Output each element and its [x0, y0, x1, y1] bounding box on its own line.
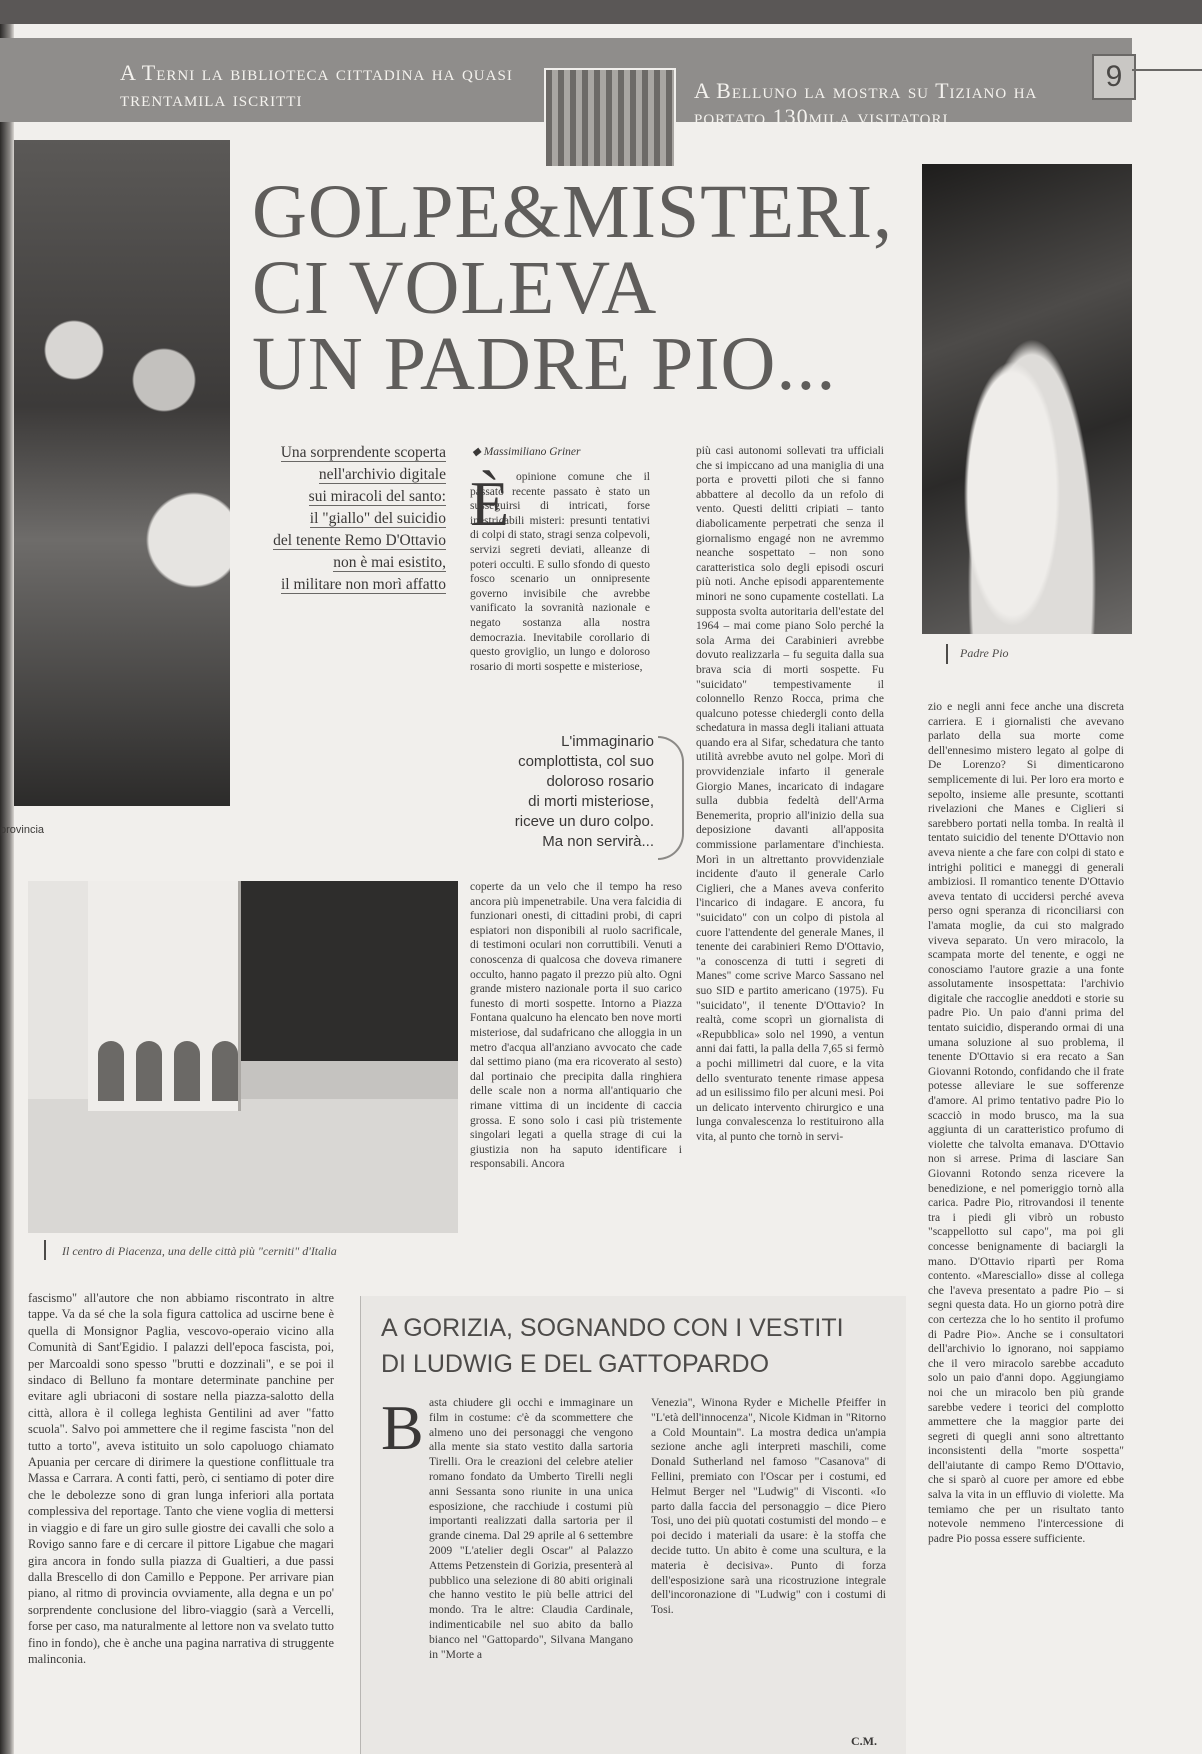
headline-line-3: UN PADRE PIO... — [252, 322, 837, 406]
pull-quote-line: L'immaginario — [561, 733, 654, 750]
teaser-left: A Terni la biblioteca cittadina ha quasi trentamila iscritti — [120, 60, 513, 111]
subhead-line: Una sorprendente scoperta — [280, 444, 446, 461]
subhead-line: nell'archivio digitale — [318, 466, 446, 483]
magazine-page — [0, 24, 1202, 1754]
subhead-line: il "giallo" del suicidio — [309, 510, 446, 527]
page-binding — [0, 24, 14, 1754]
photo-arch — [174, 1041, 200, 1101]
drop-cap: È — [470, 468, 510, 539]
teaser-right: A Belluno la mostra su Tiziano ha portato 130mila visitatori — [694, 78, 1038, 129]
gorizia-column-b: Venezia", Winona Ryder e Michelle Pfeiffer in "L'età dell'innocenza", Nicole Kidman in "Ritorno a Cold Mountain". La mostra dedica un'ampia sezione anche agli interpreti maschili, come Donald Sutherland nel famoso "Casanova" di Fellini, premiato con l'Oscar per i costumi, ed Helmut Berger nel "Ludwig" di Visconti. «Io parto dalla faccia del personaggio – dice Piero Tosi, uno dei più quotati costumisti del mondo – e poi decido i materiali da usare: è la stoffa che decide tutto. Un abito è come una scultura, e la materia è decisiva». Punto di forza dell'esposizione sarà una ricostruzione integrale dell'incoronazione di "Ludwig" con i costumi di Tosi. — [651, 1396, 886, 1617]
pull-quote-line: doloroso rosario — [546, 773, 654, 790]
headline-line-1: GOLPE&MISTERI, — [252, 170, 893, 254]
padre-pio-photo — [922, 164, 1132, 634]
photo-arch — [98, 1041, 124, 1101]
article-column-3: coperte da un velo che il tempo ha reso ancora più impenetrabile. Una vera falcidia di funzionari onesti, di cittadini probi, di capri espiatori non disponibili al ruolo sacrificale, di testimoni oculari non corruttibili. Venuti a conoscenza di qualcosa che doveva rimanere occulto, hanno pagato il prezzo più alto. Ogni grande mistero nazionale porta il suo carico funesto di morti sospette. Intorno a Piazza Fontana qualcuno ha elencato ben nove morti misteriose, dal sudafricano che alloggia in un metro d'acqua all'anziano avvocato che cade dal settimo piano (ma era ricoverato al sesto) dal portinaio che precipita dalla ringhiera delle scale non a norma all'antiquario che rimane vittima di un incidente di caccia grossa. E sono solo i casi più tristemente singolari legati a quella strage di cui la giustizia non ha saputo identificare i responsabili. Ancora — [470, 881, 682, 1171]
pull-quote — [466, 732, 654, 852]
gorizia-box — [360, 1296, 906, 1754]
byline: ◆ Massimiliano Griner — [472, 446, 581, 458]
caption-rule — [946, 644, 948, 664]
gorizia-title-line-1: A GORIZIA, SOGNANDO CON I VESTITI — [381, 1314, 844, 1342]
caption-rule — [44, 1240, 46, 1260]
headline-line-2: CI VOLEVA — [252, 246, 658, 330]
page-number: 9 — [1092, 54, 1136, 100]
review-column: fascismo" all'autore che non abbiamo riscontrato in altre tappe. Va da sé che la sola figura cattolica ad uscirne bene è quella di Monsignor Paglia, vescovo-operaio vicino alla Comunità di Sant'Egidio. I palazzi dell'epoca fascista, poi, per Marcoaldi sono spesso "brutti e dozzinali", e se poi il sindaco di Belluno fa montare determinate panchine per evitare agli ubriaconi di sostare nella piazza-salotto della città, allora è il collega leghista Gentilini ad aver "fatto scuola". Salvo poi ammettere che il regime fascista "non del tutto a torto", aveva istituito un solo capoluogo chiamato Apuania per cercare di dirimere la questione conflittuale tra Massa e Carrara. A conti fatti, però, ci sentiamo di poter dire che le debolezze sono di gran lunga inferiori alla portata complessiva del reportage. Tanto che viene voglia di mettersi in viaggio e di fare un giro sulle giostre dei cavalli che solo a Rovigo sanno fare e di cercare il pittore Ligabue che magari gira ancora in fondo sulla piazza di Gualtieri, a due passi dalla Brescello di don Camillo e Peppone. Per arrivare pian piano, al ritmo di provincia ovviamente, alla degna e un po' sorprendente conclusione del libro-viaggio (sarà a Vercelli, forse per caso, ma naturalmente al lettore non va svelato tutto fino in fondo), che è anche una pagina narrativa di struggente malinconia. — [28, 1291, 334, 1666]
piacenza-photo — [28, 881, 458, 1233]
pull-quote-line: riceve un duro colpo. — [514, 813, 654, 830]
header-band — [0, 38, 1132, 129]
pull-quote-line: Ma non servirà... — [542, 833, 654, 850]
photo-arch — [212, 1041, 238, 1101]
subhead-line: del tenente Remo D'Ottavio — [273, 532, 446, 549]
article-column-2: più casi autonomi sollevati tra ufficiali che si impiccano ad una maniglia di una porta e provetti piloti che si fanno abbattere al decollo da un refolo di vento. Questi delitti cripiati – tanto diabolicamente perpetrati che senza il giornalismo engagé non ne avremmo neanche sospettato – non sono caratteristica solo degli episodi oscuri più noti. Anche episodi apparentemente minori ne sono cupamente costellati. La supposta svolta autoritaria dell'estate del 1964 – mai come piano Solo perché la sola Arma dei Carabinieri avrebbe dovuto realizzarla – fu seguita dalla sua brava scia di morti sospette. Fu "suicidato" tempestivamente il colonnello Renzo Rocca, prima che qualcuno potesse chiedergli conto della schedatura in massa degli italiani attuata quando era al Sifar, schedatura che tanto utilità avrebbe avuto nel golpe. Morì di provvidenziale infarto il generale Giorgio Manes, incaricato di indagare sulla dubbia fedeltà dell'Arma Benemerita, proprio all'inizio della sua deposizione davanti all'apposita commissione parlamentare d'inchiesta. Morì in un altrettanto provvidenziale incidente d'auto il generale Carlo Ciglieri, che a Manes aveva conferito l'incarico di indagare. E ancora, fu "suicidato" con un colpo di pistola al cuore l'attendente del generale Manes, il tenente dei carabinieri Remo D'Ottavio, "a conoscenza di tutti i segreti di Manes" come scrive Marco Sassano nel suo SID e partito americano (1975). Fu "suicidato", il tenente D'Ottavio? In realtà, come scoprì un giornalista di «Repubblica» solo nel 1990, a ventun anni dai fatti, la palla della 7,65 si fermò a pochi millimetri dal cuore, e la vita dello sventurato tenente rimase appesa ad un esilissimo filo per alcuni mesi. Poi un delicato intervento chirurgico e una lunga convalescenza lo restituirono alla vita, al punto che tornò in servi- — [696, 445, 884, 1143]
pull-quote-line: complottista, col suo — [518, 753, 654, 770]
pull-quote-line: di morti misteriose, — [528, 793, 654, 810]
article-column-4: zio e negli anni fece anche una discreta carriera. E i giornalisti che avevano parlato della sua morte come dell'ennesimo mistero legato al golpe di De Lorenzo? Si dimenticarono semplicemente di lui. Per loro era morto e sepolto, insieme alle presunte, scottanti rivelazioni che Manes e Ciglieri si sarebbero portati nella tomba. In realtà il tentato suicidio del tenente D'Ottavio non aveva niente a che fare con colpi di stato e intrighi politici e maneggi di generali ambiziosi. Il romantico tenente D'Ottavio aveva tentato di uccidersi perché aveva perso ogni speranza di riconciliarsi con l'amata moglie, da cui sto malgrado viveva separato. Un vero miracolo, la scampata morte del tenente, e oggi ne conosciamo l'autore grazie a una fonte assolutamente insospettata: l'archivio digitale che raccoglie aneddoti e storie su padre Pio. Un paio d'anni prima del tentato suicidio, disperando ormai di una umana soluzione al suo problema, il tenente D'Ottavio si era recato a San Giovanni Rotondo, confidando che il frate potesse alleviare le sue sofferenze d'amore. Al primo tentativo padre Pio lo scacciò in modo brusco, ma la sua aggiunta di un caratteristico profumo di violette che talvolta emanava. D'Ottavio non si arrese. Prima di lasciare San Giovanni Rotondo senza ricevere la benedizione, e nel pomeriggio tornò alla carica. Padre Pio, ritrovandosi il tenente tra i piedi gli vibrò un robusto "scappellotto sul capo", ma poi gli concesse benignamente di baciargli la mano. D'Ottavio ripartì per Roma contento. «Maresciallo» disse al collega che l'aveva presentato a padre Pio – si segni questa data. Ho un giorno potrà dire con certezza che lo ho sentito il profumo di Padre Pio». Anche se i consultatori dell'archivio lo ignorano, noi sappiamo che il vero miracolo sarebbe accaduto solo un paio d'anni dopo. Aggiungiamo noi che un miracolo ben più grande sarebbe vedere i teorici del complotto ammettere che la maggior parte dei segreti di quegli anni sono altrettanto inconsistenti della "morte sospetta" dell'aiutante di campo Remo D'Ottavio, che si sparò al cuore per amore ed ebbe salva la vita in un effluvio di violette. Ma temiamo che per un risultato tanto notevole nemmeno l'intercessione di padre Pio possa essere sufficiente. — [928, 701, 1124, 1545]
caption-padre-pio: Padre Pio — [960, 646, 1009, 660]
gorizia-drop-cap: B — [381, 1392, 424, 1463]
photo-arch — [136, 1041, 162, 1101]
subhead — [250, 442, 446, 596]
subhead-line: il militare non morì affatto — [280, 576, 446, 593]
article-column-1: opinione comune che il passato recente passato è stato un susseguirsi di intricati, forse inestricabili misteri: presunti tentativi di colpi di stato, stragi senza colpevoli, servizi segreti deviati, alleanze di poteri occulti. E sullo sfondo di questo fosco scenario un onnipresente governo invisibile che avrebbe vanificato la sovranità nazionale e negato sostanza alla nostra democrazia. Inevitabile corollario di questo groviglio, un lungo e doloroso rosario di morti sospette e misteriose, — [470, 471, 650, 673]
gorizia-signature: C.M. — [851, 1734, 877, 1748]
subhead-line: non è mai esistito, — [333, 554, 446, 571]
gorizia-title-line-2: DI LUDWIG E DEL GATTOPARDO — [381, 1350, 770, 1378]
subhead-line: sui miracoli del santo: — [308, 488, 446, 505]
band-rule — [1132, 69, 1202, 71]
header-photo-building — [544, 68, 676, 168]
caption-piacenza: Il centro di Piacenza, una delle città più "cerniti" d'Italia — [62, 1244, 337, 1258]
pull-quote-bracket — [658, 736, 684, 860]
photo-credit: provincia — [0, 824, 45, 836]
photo-sky — [218, 881, 458, 1061]
gorizia-box-title — [381, 1310, 881, 1382]
headline — [252, 170, 912, 406]
gorizia-column-a: asta chiudere gli occhi e immaginare un film in costume: c'è da scommettere che almeno uno dei personaggi che vengono alla mente sia stato vestito dalla sartoria Tirelli. Ora le creazioni del celebre atelier romano fondato da Umberto Tirelli negli anni Sessanta sono riunite in una unica esposizione, che racchiude i costumi più importanti realizzati dalla sartoria per il grande cinema. Dal 29 aprile al 6 settembre 2009 "L'atelier degli Oscar" al Palazzo Attems Petzenstein di Gorizia, presenterà al pubblico una selezione di 80 abiti originali che hanno vestito le più belle attrici del mondo. Tra le altre: Claudia Cardinale, indimenticabile nel suo abito da ballo bianco nel "Gattopardo", Silvana Mangano in "Morte a — [429, 1396, 633, 1661]
crowd-photo — [14, 140, 230, 806]
